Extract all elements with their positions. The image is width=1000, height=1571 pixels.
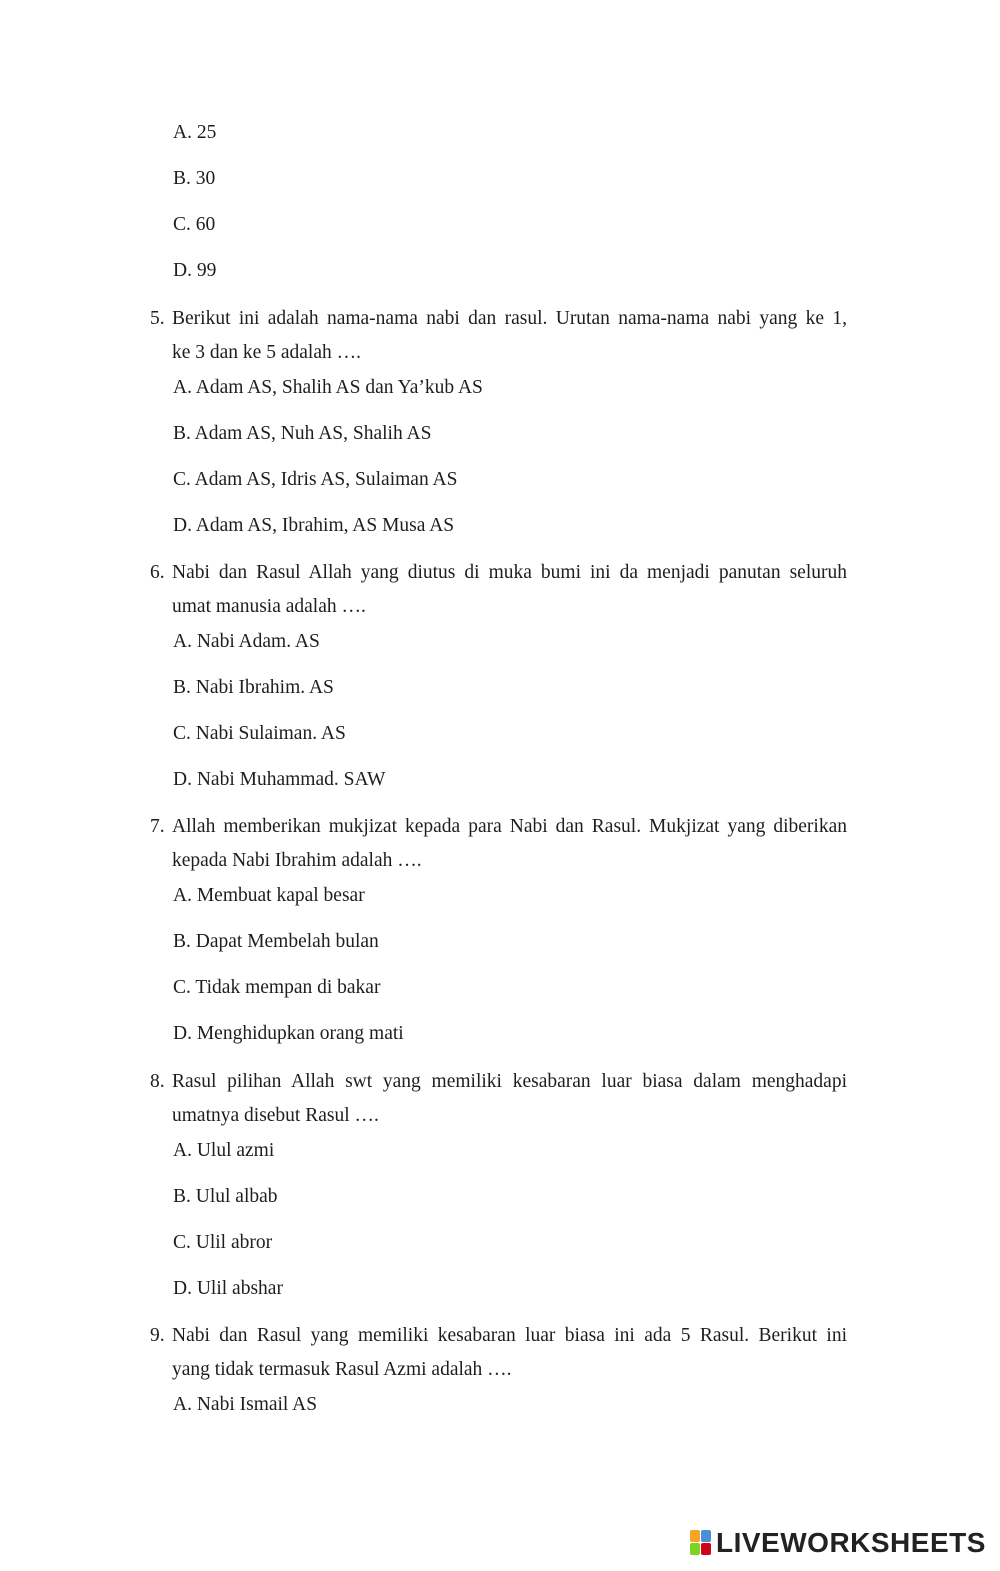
- option: D. Ulil abshar: [173, 1278, 283, 1299]
- option: B. Nabi Ibrahim. AS: [173, 677, 334, 698]
- option: D. Adam AS, Ibrahim, AS Musa AS: [173, 515, 455, 536]
- question-number: 5.: [150, 308, 165, 329]
- option: B. 30: [173, 168, 216, 189]
- question-text-line: yang tidak termasuk Rasul Azmi adalah ….: [172, 1359, 512, 1380]
- option: A. 25: [173, 122, 217, 143]
- option: A. Nabi Adam. AS: [173, 631, 320, 652]
- option: C. Tidak mempan di bakar: [173, 977, 381, 998]
- question-text-line: umatnya disebut Rasul ….: [172, 1105, 379, 1126]
- question-number: 8.: [150, 1071, 165, 1092]
- question-number: 6.: [150, 562, 165, 583]
- option: C. Adam AS, Idris AS, Sulaiman AS: [173, 469, 458, 490]
- question-text-line: Rasul pilihan Allah swt yang memiliki kesabaran luar biasa dalam menghadapi: [172, 1071, 847, 1092]
- question-text-line: umat manusia adalah ….: [172, 596, 366, 617]
- liveworksheets-watermark: [690, 1528, 986, 1558]
- option: D. Nabi Muhammad. SAW: [173, 769, 386, 790]
- question-number: 7.: [150, 816, 165, 837]
- question-text-line: Nabi dan Rasul yang memiliki kesabaran luar biasa ini ada 5 Rasul. Berikut ini: [172, 1325, 847, 1346]
- option: D. 99: [173, 260, 217, 281]
- option: C. Ulil abror: [173, 1232, 273, 1253]
- question-text-line: Berikut ini adalah nama-nama nabi dan rasul. Urutan nama-nama nabi yang ke 1,: [172, 308, 847, 329]
- option: B. Dapat Membelah bulan: [173, 931, 379, 952]
- question-text-line: kepada Nabi Ibrahim adalah ….: [172, 850, 422, 871]
- option: D. Menghidupkan orang mati: [173, 1023, 404, 1044]
- watermark-text: LIVEWORKSHEETS: [716, 1527, 986, 1558]
- option: A. Membuat kapal besar: [173, 885, 365, 906]
- liveworksheets-logo-icon: [690, 1530, 712, 1556]
- option: C. Nabi Sulaiman. AS: [173, 723, 346, 744]
- option: C. 60: [173, 214, 216, 235]
- question-text-line: Allah memberikan mukjizat kepada para Nabi dan Rasul. Mukjizat yang diberikan: [172, 816, 847, 837]
- question-text-line: ke 3 dan ke 5 adalah ….: [172, 342, 361, 363]
- option: A. Ulul azmi: [173, 1140, 275, 1161]
- option: A. Nabi Ismail AS: [173, 1394, 318, 1415]
- option: A. Adam AS, Shalih AS dan Ya’kub AS: [173, 377, 483, 398]
- question-text-line: Nabi dan Rasul Allah yang diutus di muka bumi ini da menjadi panutan seluruh: [172, 562, 847, 583]
- option: B. Adam AS, Nuh AS, Shalih AS: [173, 423, 432, 444]
- option: B. Ulul albab: [173, 1186, 278, 1207]
- question-number: 9.: [150, 1325, 165, 1346]
